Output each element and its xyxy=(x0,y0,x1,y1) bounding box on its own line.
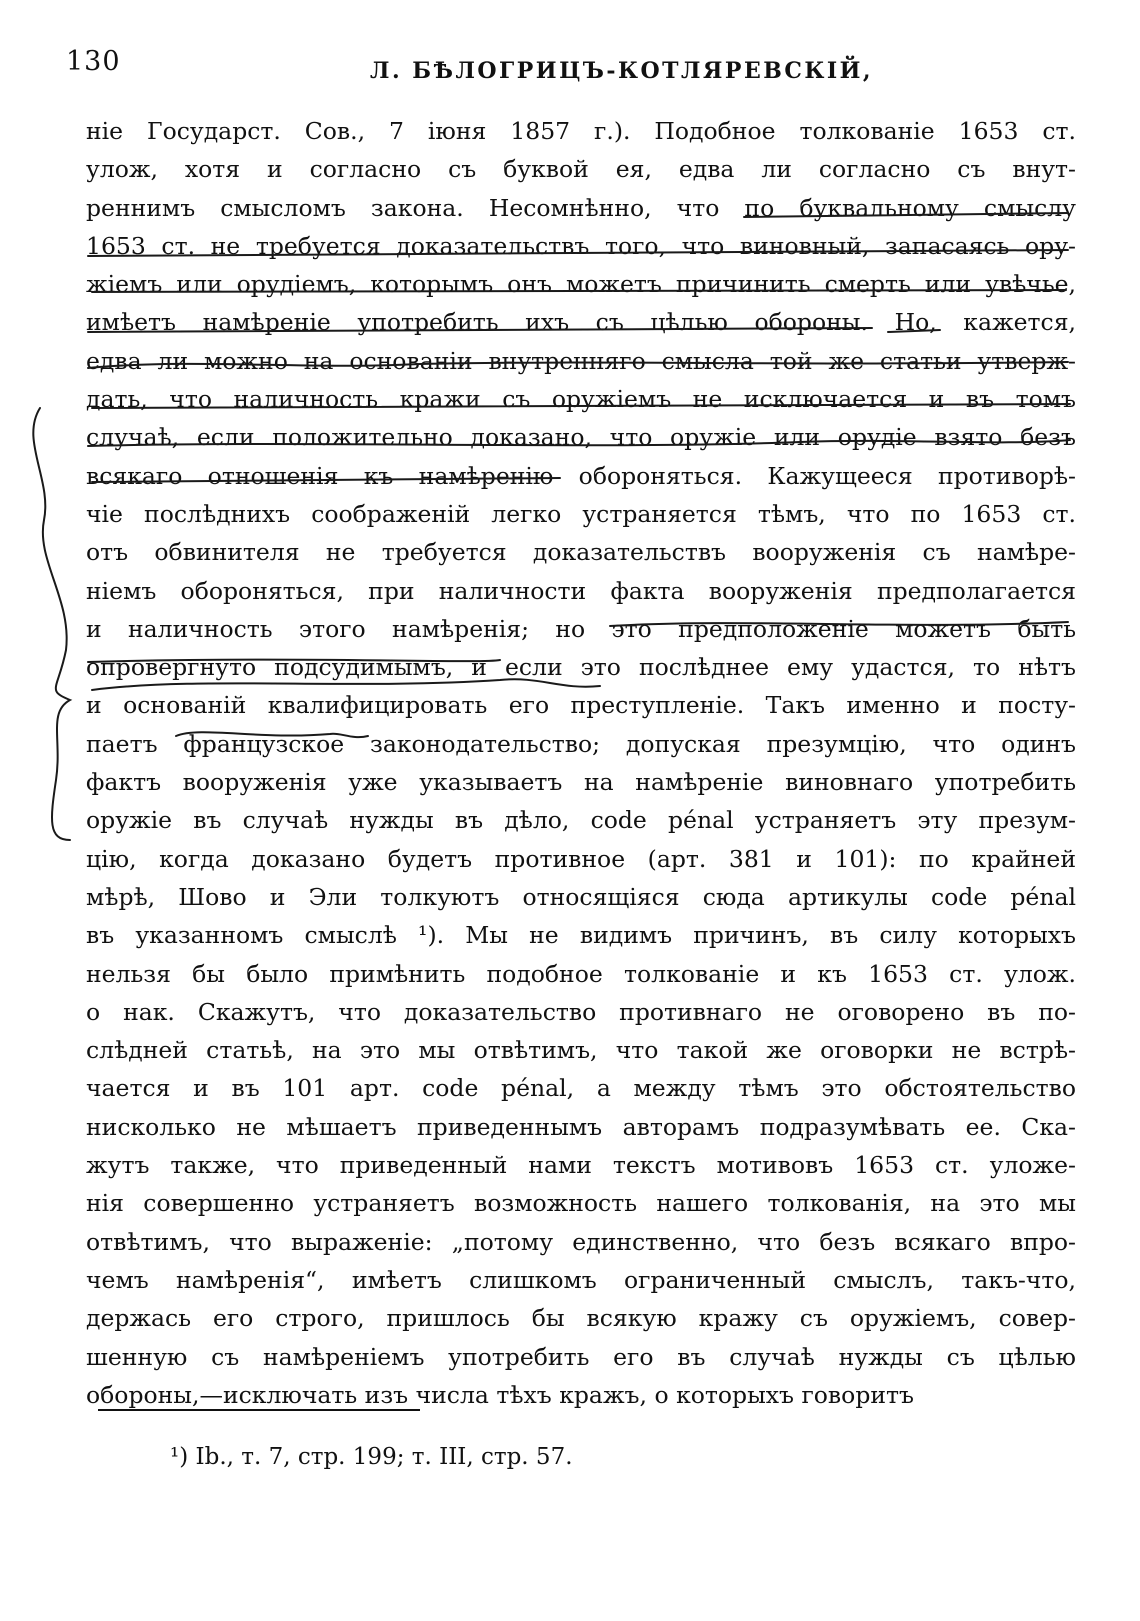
text-line: и основаній квалифицировать его преступленіе. Такъ именно и посту- xyxy=(86,691,1076,720)
text-line: ніемъ обороняться, при наличности факта вооруженія предполагается xyxy=(86,576,1076,605)
text-line: и наличность этого намѣренія; но это предположеніе можетъ быть xyxy=(86,614,1076,643)
text-line: мѣрѣ, Шово и Эли толкуютъ относящіяся сюда артикулы code pénal xyxy=(86,882,1076,911)
text-line: нисколько не мѣшаетъ приведеннымъ авторамъ подразумѣвать ее. Ска- xyxy=(86,1112,1076,1141)
text-line: нельзя бы было примѣнить подобное толкованіе и къ 1653 ст. улож. xyxy=(86,959,1076,988)
text-line: едва ли можно на основаніи внутренняго смысла той же статьи утверж- xyxy=(86,346,1076,375)
text-line: чается и въ 101 арт. code pénal, а между тѣмъ это обстоятельство xyxy=(86,1074,1076,1103)
text-line: нія совершенно устраняетъ возможность нашего толкованія, на это мы xyxy=(86,1189,1076,1218)
text-line: имѣетъ намѣреніе употребить ихъ съ цѣлью обороны. Но, кажется, xyxy=(86,308,1076,337)
footnote-rule xyxy=(98,1409,420,1411)
text-line: оружіе въ случаѣ нужды въ дѣло, code pénal устраняетъ эту презум- xyxy=(86,806,1076,835)
text-line: чіе послѣднихъ соображеній легко устраняется тѣмъ, что по 1653 ст. xyxy=(86,499,1076,528)
text-line: случаѣ, если положительно доказано, что оружіе или орудіе взято безъ xyxy=(86,423,1076,452)
text-line: фактъ вооруженія уже указываетъ на намѣреніе виновнаго употребить xyxy=(86,768,1076,797)
text-line: всякаго отношенія къ намѣренію обороняться. Кажущееся противорѣ- xyxy=(86,461,1076,490)
text-line: держась его строго, пришлось бы всякую кражу съ оружіемъ, совер- xyxy=(86,1304,1076,1333)
text-line: опровергнуто подсудимымъ, и если это послѣднее ему удастся, то нѣтъ xyxy=(86,653,1076,682)
footnote: ¹) Ib., т. 7, стр. 199; т. III, стр. 57. xyxy=(170,1444,573,1470)
text-line: въ указанномъ смыслѣ ¹). Мы не видимъ причинъ, въ силу которыхъ xyxy=(86,921,1076,950)
text-line: о нак. Скажутъ, что доказательство противнаго не оговорено въ по- xyxy=(86,997,1076,1026)
text-line: слѣдней статьѣ, на это мы отвѣтимъ, что такой же оговорки не встрѣ- xyxy=(86,1036,1076,1065)
text-line: чемъ намѣренія“, имѣетъ слишкомъ ограниченный смыслъ, такъ-что, xyxy=(86,1265,1076,1294)
text-line: шенную съ намѣреніемъ употребить его въ случаѣ нужды съ цѣлью xyxy=(86,1342,1076,1371)
text-line: реннимъ смысломъ закона. Несомнѣнно, что по буквальному смыслу xyxy=(86,193,1076,222)
text-line: паетъ французское законодательство; допуская презумцію, что одинъ xyxy=(86,729,1076,758)
text-line: 1653 ст. не требуется доказательствъ того, что виновный, запасаясь ору- xyxy=(86,231,1076,260)
text-line: цію, когда доказано будетъ противное (арт. 381 и 101): по крайней xyxy=(86,844,1076,873)
text-line: отвѣтимъ, что выраженіе: „потому единственно, что безъ всякаго впро- xyxy=(86,1227,1076,1256)
text-line: ніе Государст. Сов., 7 іюня 1857 г.). Подобное толкованіе 1653 ст. xyxy=(86,117,1076,145)
text-line: обороны,—исключать изъ числа тѣхъ кражъ, о которыхъ говоритъ xyxy=(86,1380,914,1409)
margin-bracket-mark xyxy=(33,408,70,840)
text-line: жутъ также, что приведенный нами текстъ мотивовъ 1653 ст. уложе- xyxy=(86,1151,1076,1180)
body-text xyxy=(86,112,1076,1414)
text-line: дать, что наличность кражи съ оружіемъ не исключается и въ томъ xyxy=(86,385,1076,414)
text-line: улож, хотя и согласно съ буквой ея, едва ли согласно съ внут- xyxy=(86,155,1076,184)
text-line: отъ обвинителя не требуется доказательствъ вооруженія съ намѣре- xyxy=(86,538,1076,567)
running-head: Л. БѢЛОГРИЦЪ-КОТЛЯРЕВСКІЙ, xyxy=(370,58,874,84)
page-number: 130 xyxy=(66,46,121,77)
text-line: жіемъ или орудіемъ, которымъ онъ можетъ причинить смерть или увѣчье, xyxy=(86,270,1076,299)
